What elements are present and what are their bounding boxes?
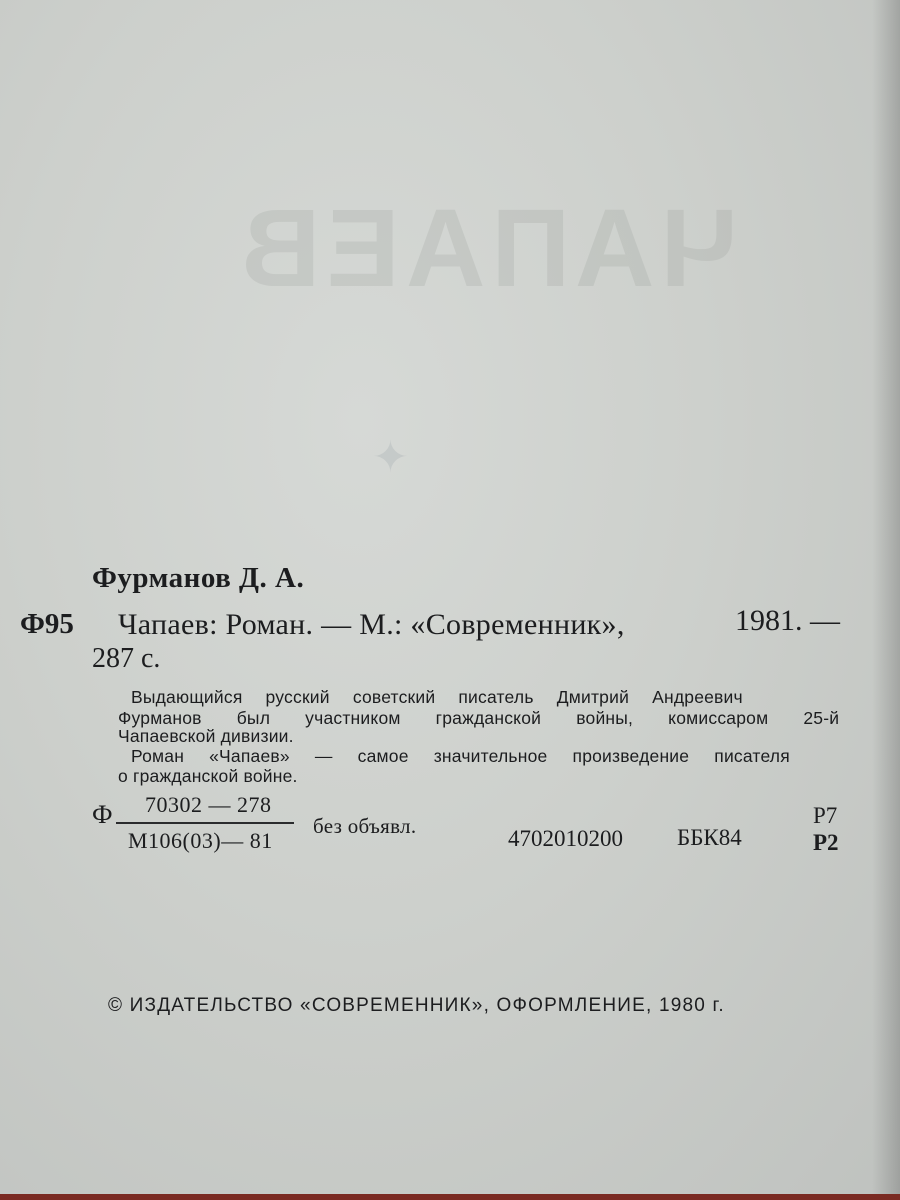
classification-code: Ф95 — [20, 608, 74, 640]
fraction-prefix: Ф — [92, 800, 113, 829]
abstract-line-4: Роман «Чапаев» — самое значительное произведение писателя — [131, 746, 790, 766]
author-name: Фурманов Д. А. — [92, 562, 305, 594]
book-binding-edge — [0, 1194, 900, 1200]
show-through-star-icon: ✦ — [372, 433, 409, 482]
abstract-line-2: Фурманов был участником гражданской войны, комиссаром 25-й — [118, 708, 840, 728]
code-number: 4702010200 — [508, 826, 623, 851]
abstract-line-1: Выдающийся русский советский писатель Дмитрий Андреевич — [131, 687, 743, 707]
index-top: Р7 — [813, 803, 838, 828]
title-publisher-line: Чапаев: Роман. — М.: «Современник», — [118, 608, 625, 641]
show-through-title: ЧАПАЕВ — [235, 187, 738, 310]
publication-year: 1981. — — [735, 604, 840, 637]
page-edge-shadow — [872, 0, 900, 1200]
fraction-numerator: 70302 — 278 — [145, 792, 272, 817]
abstract-line-5: о гражданской войне. — [118, 766, 298, 786]
page-count: 287 с. — [92, 643, 161, 674]
no-announcement-note: без объявл. — [313, 814, 417, 838]
fraction-denominator: М106(03)— 81 — [128, 828, 273, 853]
bbk-code: ББК84 — [677, 825, 742, 850]
index-bottom: Р2 — [813, 830, 839, 855]
copyright-line: © ИЗДАТЕЛЬСТВО «СОВРЕМЕННИК», ОФОРМЛЕНИЕ, 1980 г. — [108, 995, 725, 1016]
fraction-bar — [116, 822, 294, 824]
abstract-line-3: Чапаевской дивизии. — [118, 726, 294, 746]
